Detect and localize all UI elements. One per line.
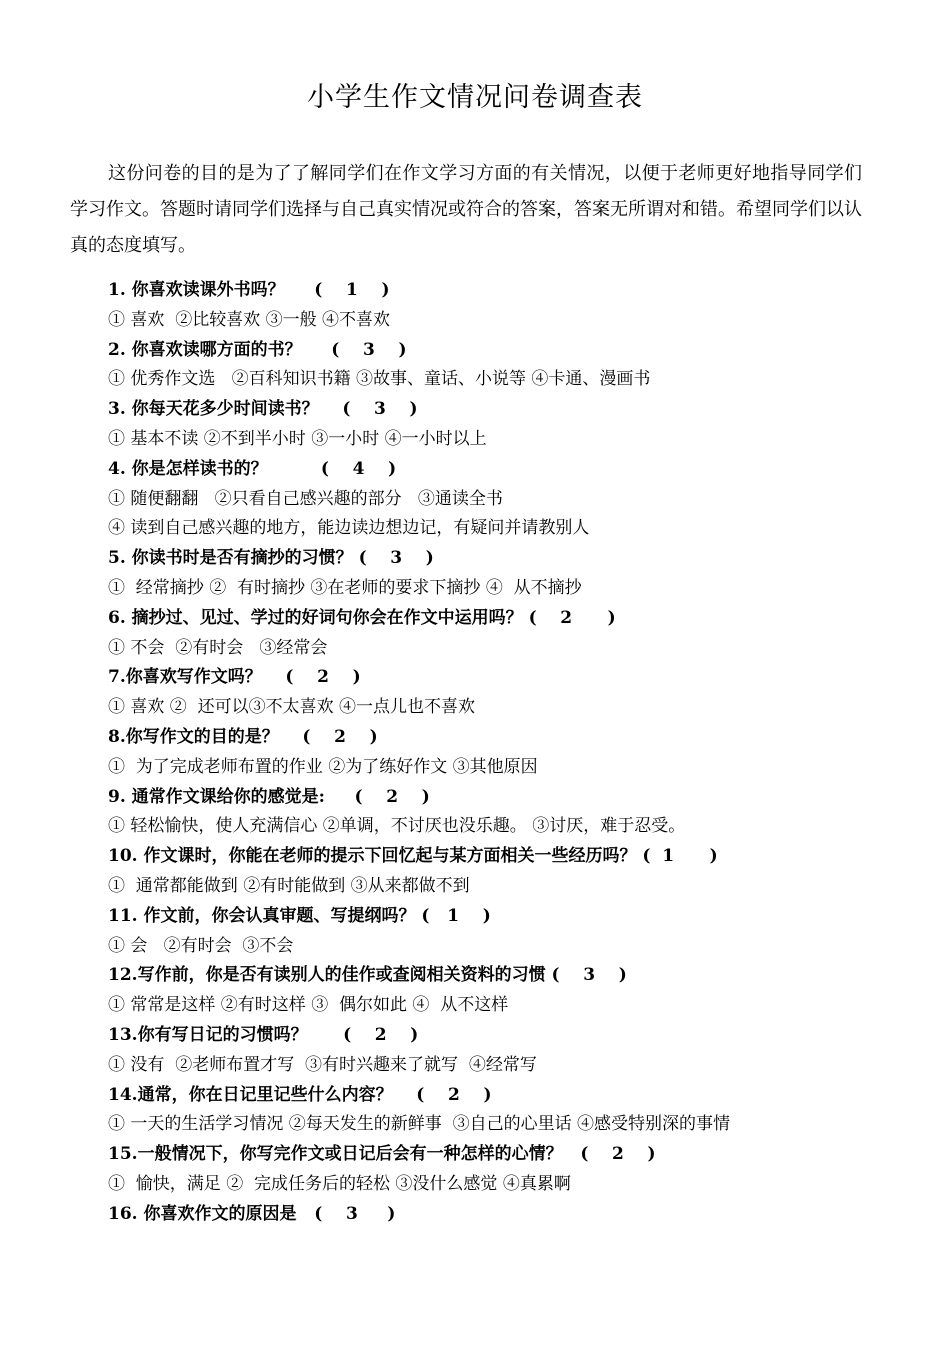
question-text: 8.你写作文的目的是？ ( 2 ) [108, 726, 378, 747]
question-text: 2. 你喜欢读哪方面的书？ ( 3 ) [108, 339, 407, 360]
question-text: 1. 你喜欢读课外书吗？ ( 1 ) [108, 280, 390, 300]
answer-options: ① 基本不读 ②不到半小时 ③一小时 ④一小时以上 [108, 428, 487, 449]
answer-options: ① 不会 ②有时会 ③经常会 [108, 637, 328, 658]
question-list [108, 276, 908, 1230]
answer-options: ① 常常是这样 ②有时这样 ③ 偶尔如此 ④ 从不这样 [108, 995, 509, 1016]
page-title: 小学生作文情况问卷调查表 [307, 82, 643, 113]
question-text: 10. 作文课时，你能在老师的提示下回忆起与某方面相关一些经历吗？ ( 1 ) [108, 846, 718, 867]
answer-options: ① 愉快，满足 ② 完成任务后的轻松 ③没什么感觉 ④真累啊 [108, 1173, 571, 1194]
intro-paragraph: 这份问卷的目的是为了了解同学们在作文学习方面的有关情况，以便于老师更好地指导同学们学习作文。答题时请同学们选择与自己真实情况或符合的答案，答案无所谓对和错。希望同学们以认真的态度填写。 [70, 163, 862, 256]
question-text: 13.你有写日记的习惯吗？ ( 2 ) [108, 1024, 419, 1045]
answer-options: ① 优秀作文选 ②百科知识书籍 ③故事、童话、小说等 ④卡通、漫画书 [108, 369, 651, 390]
question-text: 15.一般情况下，你写完作文或日记后会有一种怎样的心情？ ( 2 ) [108, 1144, 656, 1165]
question-text: 4. 你是怎样读书的？ ( 4 ) [108, 458, 397, 479]
answer-options: ① 经常摘抄 ② 有时摘抄 ③在老师的要求下摘抄 ④ 从不摘抄 [108, 577, 582, 598]
answer-options: ① 喜欢 ②比较喜欢 ③一般 ④不喜欢 [108, 309, 391, 330]
answer-options: ① 没有 ②老师布置才写 ③有时兴趣来了就写 ④经常写 [108, 1054, 537, 1075]
answer-options: ④ 读到自己感兴趣的地方，能边读边想边记，有疑问并请教别人 [108, 518, 590, 539]
question-text: 16. 你喜欢作文的原因是 ( 3 ) [108, 1203, 396, 1224]
question-text: 9. 通常作文课给你的感觉是: ( 2 ) [108, 786, 430, 807]
question-text: 14.通常，你在日记里记些什么内容？ ( 2 ) [108, 1084, 492, 1105]
answer-options: ① 会 ②有时会 ③不会 [108, 935, 294, 956]
answer-options: ① 轻松愉快，使人充满信心 ②单调，不讨厌也没乐趣。 ③讨厌，难于忍受。 [108, 816, 686, 837]
question-text: 7.你喜欢写作文吗？ ( 2 ) [108, 667, 361, 688]
question-text: 12.写作前，你是否有读别人的佳作或查阅相关资料的习惯 ( 3 ) [108, 965, 627, 986]
question-text: 5. 你读书时是否有摘抄的习惯？ ( 3 ) [108, 548, 434, 569]
answer-options: ① 一天的生活学习情况 ②每天发生的新鲜事 ③自己的心里话 ④感受特别深的事情 [108, 1114, 731, 1135]
answer-options: ① 通常都能做到 ②有时能做到 ③从来都做不到 [108, 875, 470, 896]
question-text: 3. 你每天花多少时间读书？ ( 3 ) [108, 399, 418, 420]
answer-options: ① 为了完成老师布置的作业 ②为了练好作文 ③其他原因 [108, 756, 538, 777]
question-text: 11. 作文前，你会认真审题、写提纲吗？ ( 1 ) [108, 905, 491, 926]
answer-options: ① 随便翻翻 ②只看自己感兴趣的部分 ③通读全书 [108, 488, 503, 509]
answer-options: ① 喜欢 ② 还可以③不太喜欢 ④一点儿也不喜欢 [108, 697, 476, 718]
question-text: 6. 摘抄过、见过、学过的好词句你会在作文中运用吗？ ( 2 ) [108, 607, 616, 628]
